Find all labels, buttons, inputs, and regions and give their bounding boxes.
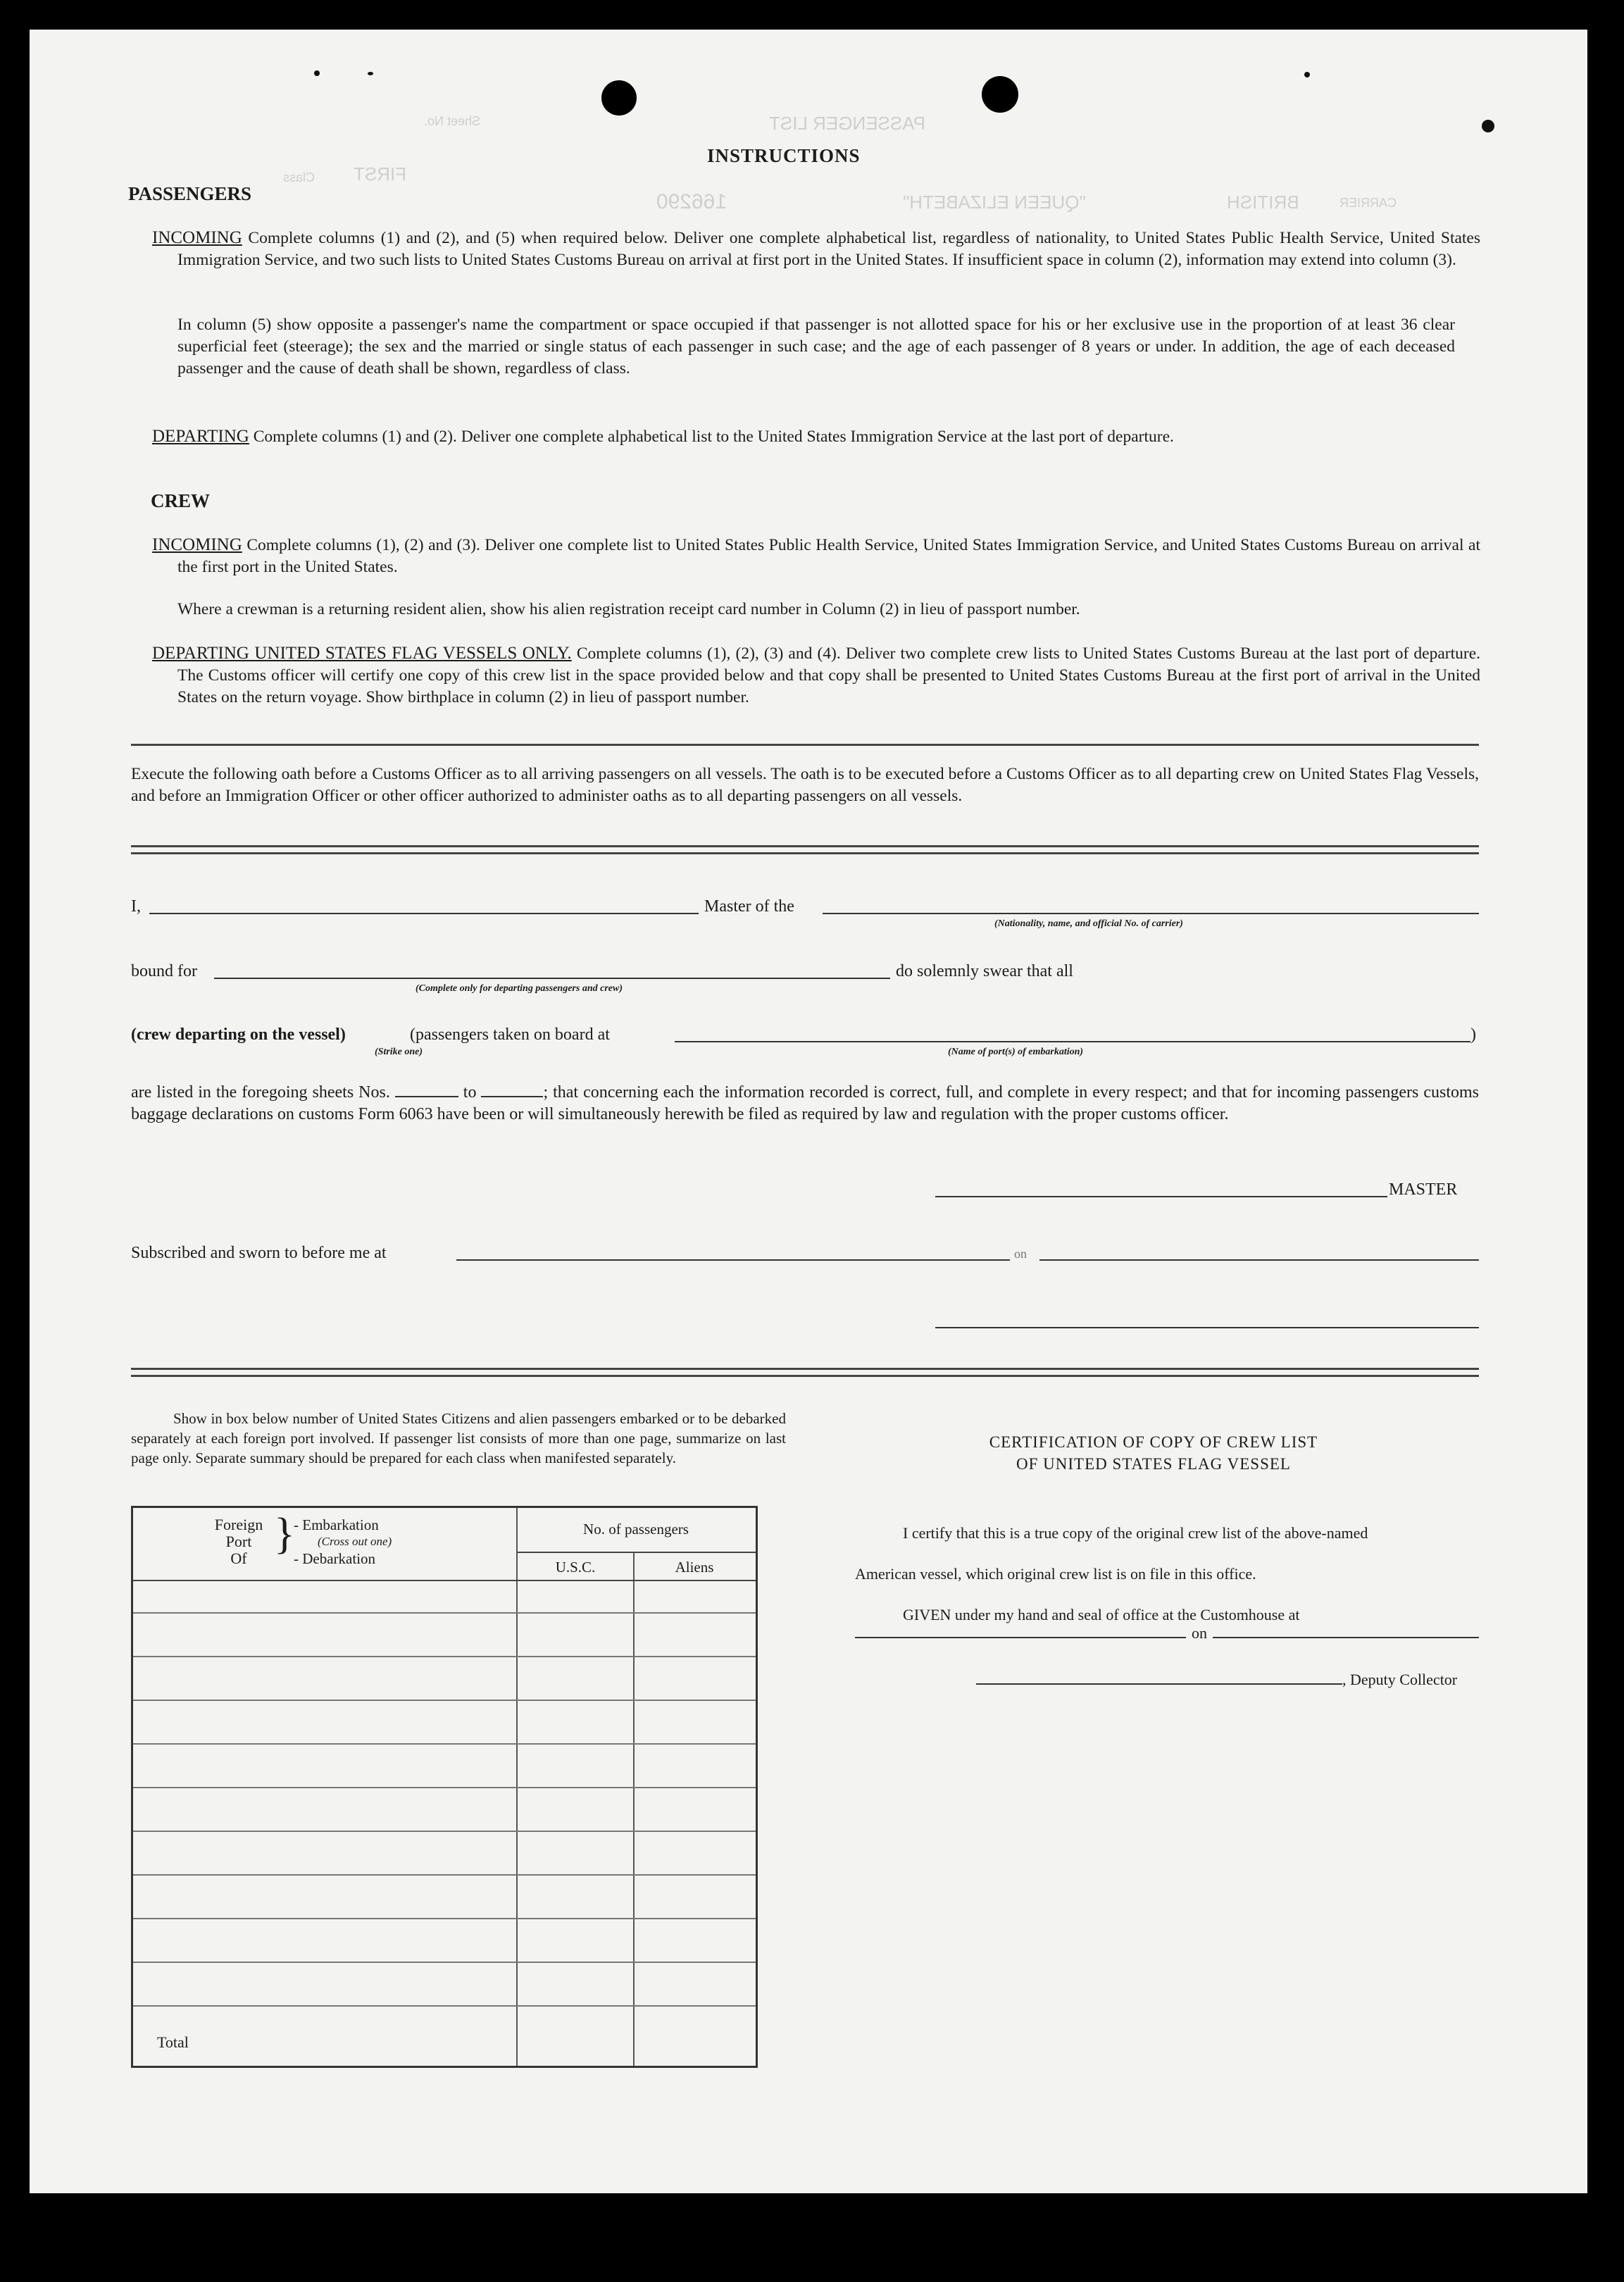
ghost-class-value: FIRST xyxy=(354,163,407,185)
master-signature-field[interactable] xyxy=(935,1196,1387,1197)
table-row-divider xyxy=(133,1831,756,1832)
crew-departing-option: (crew departing on the vessel) xyxy=(131,1025,346,1044)
strike-one-caption: (Strike one) xyxy=(375,1047,423,1057)
mark-dot xyxy=(368,72,373,75)
passengers-departing-text: Complete columns (1) and (2). Deliver one complete alphabetical list to the United States Immigration Service at the last port of departure. xyxy=(253,428,1174,446)
sworn-date-field[interactable] xyxy=(1039,1259,1479,1261)
sheet-to-field[interactable] xyxy=(481,1083,543,1097)
to-label: to xyxy=(463,1083,477,1102)
header-row-divider xyxy=(518,1552,756,1553)
passenger-summary-table xyxy=(131,1506,758,2068)
port-caption: (Name of port(s) of embarkation) xyxy=(948,1047,1084,1057)
no-of-passengers-header: No. of passengers xyxy=(583,1521,689,1538)
table-row-divider xyxy=(133,1787,756,1788)
instructions-title: INSTRUCTIONS xyxy=(707,145,861,166)
ghost-number: 166290 xyxy=(656,190,727,213)
crew-heading: CREW xyxy=(151,490,211,511)
master-name-field[interactable] xyxy=(149,913,699,914)
officer-signature-field[interactable] xyxy=(935,1327,1479,1328)
sworn-on-label: on xyxy=(1014,1247,1027,1261)
customhouse-field[interactable] xyxy=(855,1637,1186,1638)
crew-departing-text: Complete columns (1), (2), (3) and (4). Deliver two complete crew lists to United States Customs Bureau at the last port of departure. The Customs officer will certify one copy of this crew list in the space provided below and that copy shall be presented to United States Customs Bureau at the first port of arrival in the United States on the return voyage. Show birthplace in column (2) in lieu of passport number. xyxy=(177,644,1481,706)
passengers-departing-paragraph xyxy=(152,425,1480,448)
listed-pre-text: are listed in the foregoing sheets Nos. xyxy=(131,1083,390,1102)
table-row-divider xyxy=(133,1656,756,1657)
divider-rule xyxy=(131,1368,1479,1370)
ghost-ship: "QUEEN ELIZABETH" xyxy=(903,192,1086,213)
ghost-carrier-value: BRITISH xyxy=(1227,192,1299,213)
foreign-port-of-label: Foreign Port Of xyxy=(214,1516,263,1567)
certification-title-line2: OF UNITED STATES FLAG VESSEL xyxy=(1016,1455,1291,1473)
table-row-divider xyxy=(133,2005,756,2007)
sheet-from-field[interactable] xyxy=(395,1083,458,1097)
certification-line2: American vessel, which original crew list is on file in this office. xyxy=(855,1565,1256,1583)
complete-only-caption: (Complete only for departing passengers and crew) xyxy=(416,983,623,994)
passengers-departing-label: DEPARTING xyxy=(152,427,249,446)
bound-for-label: bound for xyxy=(131,962,197,980)
ghost-class: Class xyxy=(283,170,316,185)
ghost-carrier: CARRIER xyxy=(1339,196,1397,210)
crew-incoming-text: Complete columns (1), (2) and (3). Deliver one complete list to United States Public Health Service, United States Immigration Service, and United States Customs Bureau on arrival at the first port in the United States. xyxy=(177,536,1480,576)
carrier-field[interactable] xyxy=(823,913,1479,914)
certification-date-field[interactable] xyxy=(1213,1637,1479,1638)
crew-returning-paragraph: Where a crewman is a returning resident alien, show his alien registration receipt card number in Column (2) in lieu of passport number. xyxy=(177,600,1080,618)
port-field[interactable] xyxy=(675,1041,1470,1042)
deputy-signature-field[interactable] xyxy=(976,1683,1342,1685)
ghost-sheet-no: Sheet No. xyxy=(424,114,481,128)
sworn-place-field[interactable] xyxy=(456,1259,1010,1261)
crew-departing-label: DEPARTING UNITED STATES FLAG VESSELS ONLY. xyxy=(152,644,572,663)
debarkation-label: - Debarkation xyxy=(294,1550,376,1567)
master-label: MASTER xyxy=(1389,1180,1458,1199)
punch-hole-left xyxy=(601,80,637,116)
punch-hole-right xyxy=(982,76,1018,113)
passengers-incoming-label: INCOMING xyxy=(152,228,242,247)
cross-out-caption: (Cross out one) xyxy=(318,1535,392,1548)
mark-dot xyxy=(1482,120,1494,132)
table-row-divider xyxy=(133,1743,756,1745)
divider-rule xyxy=(131,1375,1479,1377)
certification-on-label: on xyxy=(1192,1624,1207,1642)
summary-instructions: Show in box below number of United States Citizens and alien passengers embarked or to be debarked separately at each foreign port involved. If passenger list consists of more than one page, summarize on last page only. Separate summary should be prepared for each class when manifested separately. xyxy=(131,1410,786,1466)
table-row-divider xyxy=(133,1874,756,1876)
table-row-divider xyxy=(133,1918,756,1919)
passengers-incoming-text: Complete columns (1) and (2), and (5) when required below. Deliver one complete alphabetical list, regardless of nationality, to United States Public Health Service, United States Immigration Service, and two such lists to United States Customs Bureau on arrival at first port in the United States. If insufficient space in column (2), information may extend into column (3). xyxy=(177,229,1481,269)
crew-incoming-paragraph xyxy=(152,534,1480,578)
brace: } xyxy=(274,1510,295,1558)
mark-dot xyxy=(1304,72,1310,77)
passengers-incoming-paragraph xyxy=(152,227,1480,271)
listed-post-text: ; that concerning each the information recorded is correct, full, and complete in every respect; and that for incoming passengers customs baggage declarations on customs Form 6063 have been or will simultaneously herewith be filed as required by law and regulation with the proper customs officer. xyxy=(131,1083,1479,1123)
col-divider xyxy=(633,1553,635,2066)
bound-for-field[interactable] xyxy=(214,978,890,979)
divider-rule xyxy=(131,852,1479,854)
divider-rule xyxy=(131,845,1479,847)
oath-intro-paragraph: Execute the following oath before a Customs Officer as to all arriving passengers on all vessels. The oath is to be executed before a Customs Officer as to all departing crew on United States Flag Vessels, and before an Immigration Officer or other officer authorized to administer oaths as to all departing passengers on all vessels. xyxy=(131,765,1479,805)
table-row-divider xyxy=(133,1700,756,1701)
usc-header: U.S.C. xyxy=(555,1559,596,1576)
embarkation-label: - Embarkation xyxy=(294,1516,379,1533)
nationality-caption: (Nationality, name, and official No. of carrier) xyxy=(994,918,1183,929)
certification-line3: GIVEN under my hand and seal of office at the Customhouse at xyxy=(903,1606,1300,1623)
crew-incoming-label: INCOMING xyxy=(152,535,242,554)
crew-departing-paragraph xyxy=(152,642,1480,709)
total-label: Total xyxy=(157,2033,189,2051)
listed-paragraph xyxy=(131,1082,1479,1126)
certification-title xyxy=(851,1431,1456,1475)
passengers-heading: PASSENGERS xyxy=(128,183,252,204)
subscribed-label: Subscribed and sworn to before me at xyxy=(131,1244,387,1262)
header-bottom xyxy=(133,1580,756,1581)
document-page xyxy=(30,30,1587,2193)
aliens-header: Aliens xyxy=(675,1559,714,1576)
certification-line1: I certify that this is a true copy of the original crew list of the above-named xyxy=(903,1524,1368,1542)
passengers-taken-option: (passengers taken on board at xyxy=(410,1025,610,1044)
swear-label: do solemnly swear that all xyxy=(896,962,1073,980)
master-of-the-label: Master of the xyxy=(704,897,794,916)
ghost-passenger-list: PASSENGER LIST xyxy=(769,113,926,134)
deputy-collector-label: , Deputy Collector xyxy=(1342,1671,1458,1688)
table-row-divider xyxy=(133,1612,756,1614)
table-row-divider xyxy=(133,1962,756,1963)
divider-rule xyxy=(131,744,1479,746)
column5-paragraph: In column (5) show opposite a passenger's name the compartment or space occupied if that passenger is not allotted space for his or her exclusive use in the proportion of at least 36 clear superficial feet (steerage); the sex and the married or single status of each passenger in such case; and the age of each passenger of 8 years or under. In addition, the age of each deceased passenger and the cause of death shall be shown, regardless of class. xyxy=(177,316,1455,378)
oath-i-label: I, xyxy=(131,897,141,916)
mark-dot xyxy=(314,70,320,76)
certification-title-line1: CERTIFICATION OF COPY OF CREW LIST xyxy=(989,1433,1318,1451)
close-paren: ) xyxy=(1470,1025,1476,1044)
